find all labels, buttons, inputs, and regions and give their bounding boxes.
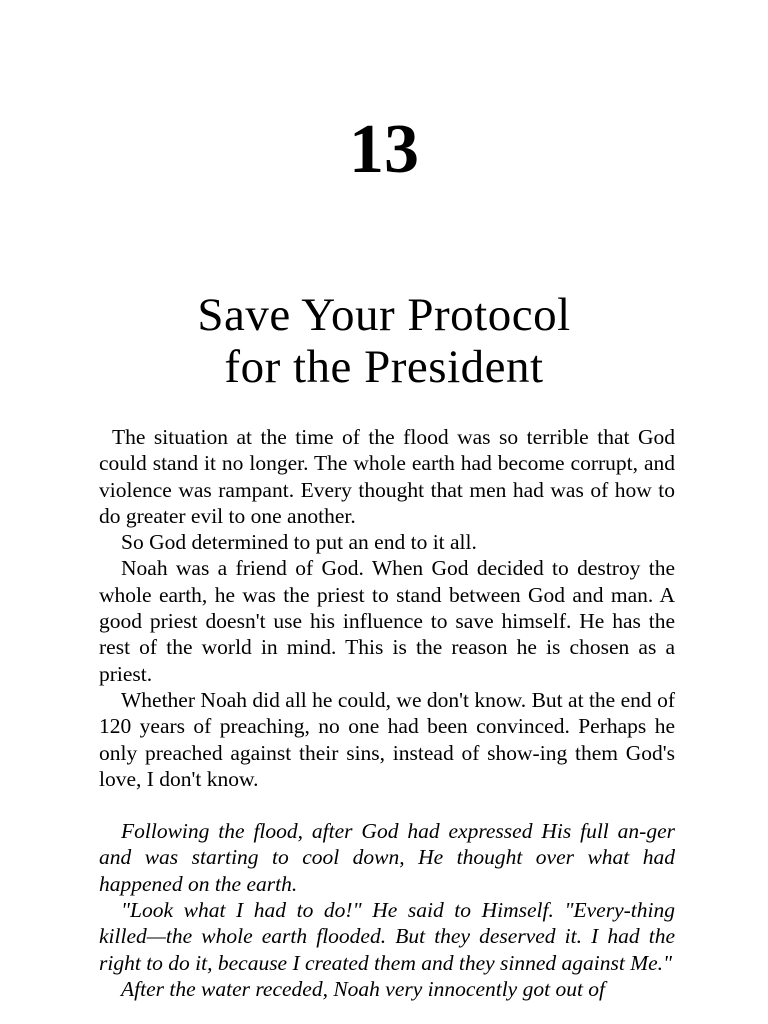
paragraph: Whether Noah did all he could, we don't know. But at the end of 120 years of preaching, no one had been convinced. Perhaps he only preached against their sins, instead of show-ing them God's love, I don't know. xyxy=(99,687,675,791)
paragraph: The situation at the time of the flood was so terrible that God could stand it no longer. The whole earth had become corrupt, and violence was rampant. Every thought that men had was of how to do greater evil to one another. xyxy=(99,425,675,528)
paragraph-gap xyxy=(99,792,675,818)
italic-paragraph: Following the flood, after God had expressed His full an-ger and was starting to cool down, He thought over what had happened on the earth. xyxy=(99,819,675,896)
paragraph: So God determined to put an end to it all. xyxy=(121,530,477,555)
chapter-number: 13 xyxy=(349,111,419,188)
chapter-title-line-2: for the President xyxy=(224,341,544,394)
italic-paragraph: After the water receded, Noah very innocently got out of xyxy=(121,976,606,1001)
italic-paragraph: "Look what I had to do!" He said to Himself. "Every-thing killed—the whole earth flooded. But they deserved it. I had the right to do it, because I created them and they sinned against Me." xyxy=(99,898,675,975)
chapter-title xyxy=(0,289,768,393)
paragraph: Noah was a friend of God. When God decided to destroy the whole earth, he was the priest to stand between God and man. A good priest doesn't use his influence to save himself. He has the rest of the world in mind. This is the reason he is chosen as a priest. xyxy=(99,556,675,686)
chapter-title-line-1: Save Your Protocol xyxy=(197,289,571,342)
chapter-body xyxy=(99,424,675,1002)
